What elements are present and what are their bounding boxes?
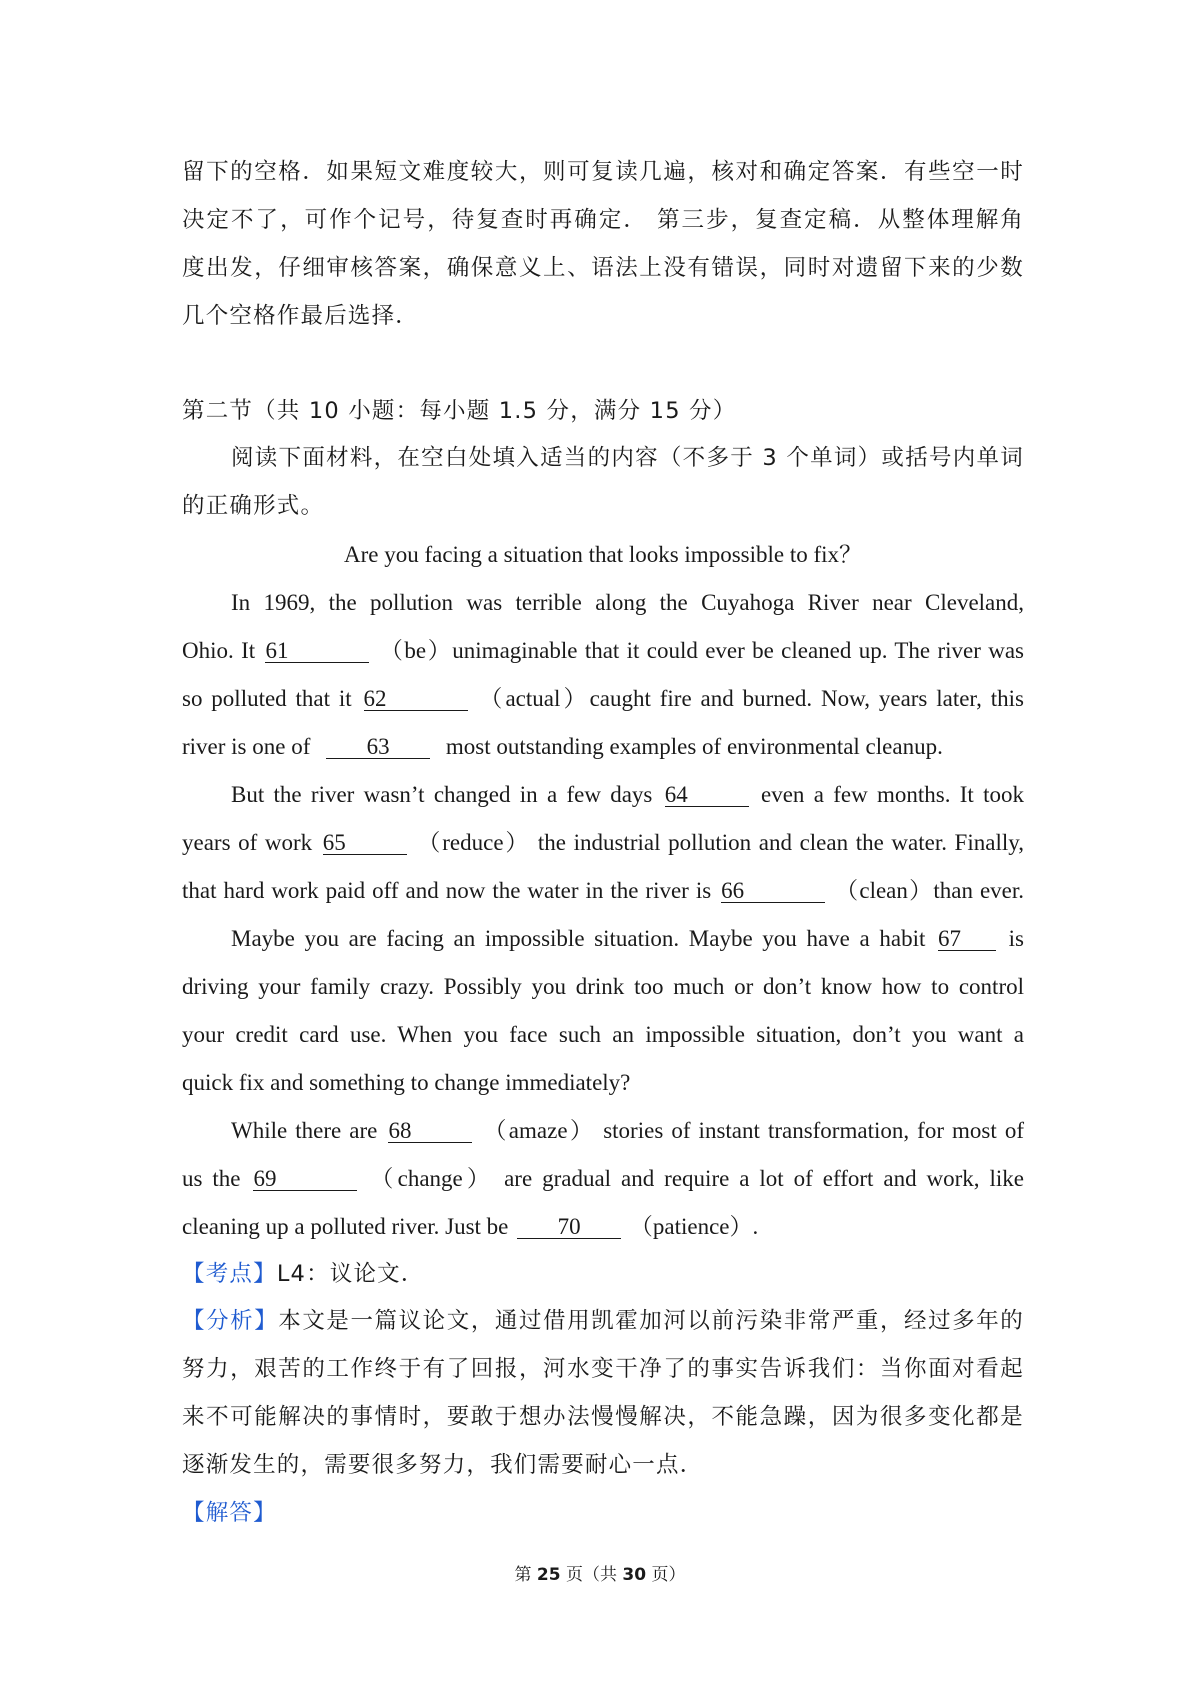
jieda-tag: 【解答】: [182, 1500, 277, 1526]
intro-line-2: 决定不了，可作个记号，待复查时再确定． 第三步，复查定稿．从整体理解角: [182, 207, 1024, 233]
text-segment: （reduce） the industrial pollution and clean the water. Finally,: [417, 830, 1024, 855]
passage-p1-line-3: [182, 684, 1024, 714]
text-segment: years of work: [182, 830, 313, 855]
blank-69: 69: [253, 1168, 357, 1191]
text-segment: river is one of: [182, 734, 311, 759]
section-instruction-line-1: 阅读下面材料，在空白处填入适当的内容（不多于 3 个单词）或括号内单词: [231, 445, 1024, 471]
passage-title: Are you facing a situation that looks impossible to fix？: [343, 542, 863, 567]
footer-prefix: 第: [514, 1565, 537, 1585]
blank-68: 68: [388, 1120, 472, 1143]
footer-page-number: 25: [536, 1565, 561, 1585]
text-segment: most outstanding examples of environmental cleanup.: [445, 734, 943, 759]
passage-p1-line-2: [182, 636, 1024, 666]
text-segment: （amaze） stories of instant transformation, for most of: [483, 1118, 1024, 1143]
blank-70: 70: [517, 1216, 621, 1239]
text-segment: us the: [182, 1166, 241, 1191]
kaodian-tag: 【考点】: [182, 1261, 277, 1287]
passage-p3-line-3: your credit card use. When you face such an impossible situation, don’t you want a: [182, 1022, 1024, 1047]
footer-total-pages: 30: [622, 1565, 647, 1585]
section-instruction-line-2: 的正确形式。: [182, 493, 325, 519]
passage-p1-line-4: [182, 732, 943, 762]
footer-suffix: 页）: [646, 1565, 686, 1585]
fenxi-text: 本文是一篇议论文，通过借用凯霍加河以前污染非常严重，经过多年的: [278, 1308, 1024, 1334]
kaodian-row: [182, 1259, 425, 1289]
passage-p4-line-3: [182, 1212, 758, 1242]
text-segment: is: [1008, 926, 1025, 951]
section-heading: 第二节（共 10 小题：每小题 1.5 分，满分 15 分）: [182, 398, 737, 424]
passage-p3-line-2: driving your family crazy. Possibly you drink too much or don’t know how to control: [182, 974, 1024, 999]
text-segment: that hard work paid off and now the water in the river is: [182, 878, 712, 903]
blank-65: 65: [323, 832, 407, 855]
passage-p1-line-1: In 1969, the pollution was terrible along the Cuyahoga River near Cleveland,: [231, 590, 1024, 615]
passage-p4-line-1: [231, 1116, 1024, 1146]
blank-62: 62: [364, 688, 468, 711]
page-footer: [0, 1560, 1200, 1585]
kaodian-text: L4：议论文．: [276, 1261, 425, 1287]
text-segment: cleaning up a polluted river. Just be: [182, 1214, 509, 1239]
passage-p2-line-2: [182, 828, 1024, 858]
fenxi-tag: 【分析】: [182, 1308, 279, 1334]
blank-66: 66: [721, 880, 825, 903]
blank-63: 63: [326, 736, 430, 759]
blank-61: 61: [265, 640, 369, 663]
intro-line-1: 留下的空格．如果短文难度较大，则可复读几遍，核对和确定答案．有些空一时: [182, 159, 1024, 185]
passage-p2-line-3: [182, 876, 1024, 906]
blank-64: 64: [665, 784, 749, 807]
text-segment: But the river wasn’t changed in a few days: [231, 782, 653, 807]
text-segment: so polluted that it: [182, 686, 352, 711]
text-segment: （be）unimaginable that it could ever be cleaned up. The river was: [379, 638, 1024, 663]
text-segment: （change） are gradual and require a lot of effort and work, like: [370, 1166, 1024, 1191]
passage-p4-line-2: [182, 1164, 1024, 1194]
text-segment: （clean）than ever.: [835, 878, 1024, 903]
text-segment: even a few months. It took: [760, 782, 1024, 807]
jieda-row: [182, 1498, 277, 1528]
passage-p2-line-1: [231, 780, 1024, 810]
text-segment: While there are: [231, 1118, 378, 1143]
fenxi-line-1: [182, 1306, 1024, 1336]
intro-line-3: 度出发，仔细审核答案，确保意义上、语法上没有错误，同时对遗留下来的少数: [182, 255, 1024, 281]
text-segment: Maybe you are facing an impossible situation. Maybe you have a habit: [231, 926, 926, 951]
footer-middle: 页（共: [560, 1565, 623, 1585]
passage-p3-line-4: quick fix and something to change immediately?: [182, 1070, 631, 1095]
intro-line-4: 几个空格作最后选择．: [182, 303, 420, 329]
fenxi-line-3: 来不可能解决的事情时，要敢于想办法慢慢解决，不能急躁，因为很多变化都是: [182, 1404, 1024, 1430]
blank-67: 67: [938, 928, 996, 951]
text-segment: Ohio. It: [182, 638, 256, 663]
fenxi-line-4: 逐渐发生的，需要很多努力，我们需要耐心一点．: [182, 1452, 704, 1478]
fenxi-line-2: 努力，艰苦的工作终于有了回报，河水变干净了的事实告诉我们：当你面对看起: [182, 1356, 1024, 1382]
passage-p3-line-1: [231, 924, 1024, 954]
text-segment: （actual）caught fire and burned. Now, years later, this: [479, 686, 1025, 711]
text-segment: （patience）.: [629, 1214, 759, 1239]
